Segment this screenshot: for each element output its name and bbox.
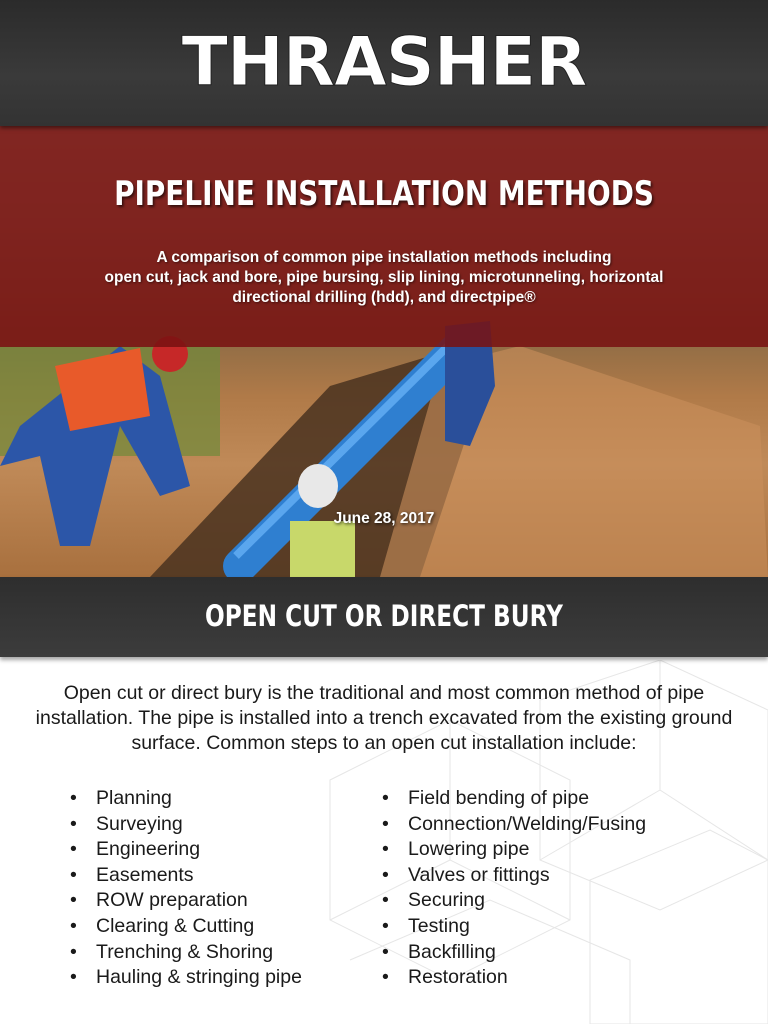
section-header bbox=[0, 577, 768, 657]
bullet: • bbox=[70, 863, 77, 886]
section-intro: Open cut or direct bury is the traditional and most common method of pipe installation. The pipe is installed into a trench excavated from the existing ground surface. Common steps to an open cut installation include: bbox=[35, 682, 733, 754]
list-item bbox=[382, 786, 646, 812]
step-label: Testing bbox=[408, 914, 470, 937]
bullet: • bbox=[382, 940, 389, 963]
list-item bbox=[70, 914, 302, 940]
bullet: • bbox=[382, 787, 389, 809]
step-label: Valves or fittings bbox=[408, 863, 550, 886]
step-label: Surveying bbox=[96, 812, 183, 835]
step-label: Connection/Welding/Fusing bbox=[408, 812, 647, 835]
bullet: • bbox=[70, 812, 77, 835]
list-item bbox=[70, 837, 302, 863]
steps-list-left bbox=[70, 786, 302, 991]
step-label: Restoration bbox=[408, 966, 508, 989]
list-item bbox=[382, 914, 646, 940]
step-label: Backfilling bbox=[408, 940, 496, 963]
list-item bbox=[382, 812, 646, 838]
step-label: Clearing & Cutting bbox=[96, 914, 255, 937]
bullet: • bbox=[70, 940, 77, 963]
bullet: • bbox=[70, 914, 77, 937]
publish-date: June 28, 2017 bbox=[333, 510, 435, 527]
hero-subtitle bbox=[40, 248, 728, 308]
header bbox=[0, 0, 768, 126]
list-item bbox=[382, 863, 646, 889]
step-label: Hauling & stringing pipe bbox=[96, 966, 302, 989]
bullet: • bbox=[382, 966, 389, 989]
step-label: Securing bbox=[408, 889, 485, 912]
list-item bbox=[382, 837, 646, 863]
step-label: Field bending of pipe bbox=[408, 787, 590, 809]
subtitle-line: open cut, jack and bore, pipe bursing, slip lining, microtunneling, horizontal bbox=[104, 269, 664, 286]
bullet: • bbox=[70, 889, 77, 912]
thrasher-logo: THRASHER bbox=[181, 23, 587, 102]
step-label: Engineering bbox=[96, 838, 201, 861]
list-item bbox=[70, 863, 302, 889]
step-label: Easements bbox=[96, 863, 194, 886]
subtitle-line: A comparison of common pipe installation methods including bbox=[156, 249, 612, 266]
list-item bbox=[70, 812, 302, 838]
section-title: OPEN CUT OR DIRECT BURY bbox=[205, 599, 563, 633]
bullet: • bbox=[70, 838, 77, 861]
bullet: • bbox=[70, 966, 77, 989]
bullet: • bbox=[382, 863, 389, 886]
bullet: • bbox=[382, 812, 389, 835]
hero-title: PIPELINE INSTALLATION METHODS bbox=[114, 174, 654, 214]
list-item bbox=[70, 965, 302, 991]
list-item bbox=[382, 888, 646, 914]
subtitle-line: directional drilling (hdd), and directpipe® bbox=[232, 289, 536, 306]
hero-overlay bbox=[0, 126, 768, 347]
step-label: Trenching & Shoring bbox=[96, 940, 274, 963]
list-item bbox=[70, 786, 302, 812]
steps-list-right bbox=[382, 786, 646, 991]
bullet: • bbox=[382, 838, 389, 861]
hero-banner bbox=[0, 126, 768, 577]
bullet: • bbox=[70, 787, 77, 809]
step-label: Lowering pipe bbox=[408, 838, 530, 861]
list-item bbox=[382, 940, 646, 966]
step-label: ROW preparation bbox=[96, 889, 248, 912]
step-label: Planning bbox=[96, 787, 172, 809]
bullet: • bbox=[382, 914, 389, 937]
bullet: • bbox=[382, 889, 389, 912]
list-item bbox=[382, 965, 646, 991]
list-item bbox=[70, 940, 302, 966]
list-item bbox=[70, 888, 302, 914]
